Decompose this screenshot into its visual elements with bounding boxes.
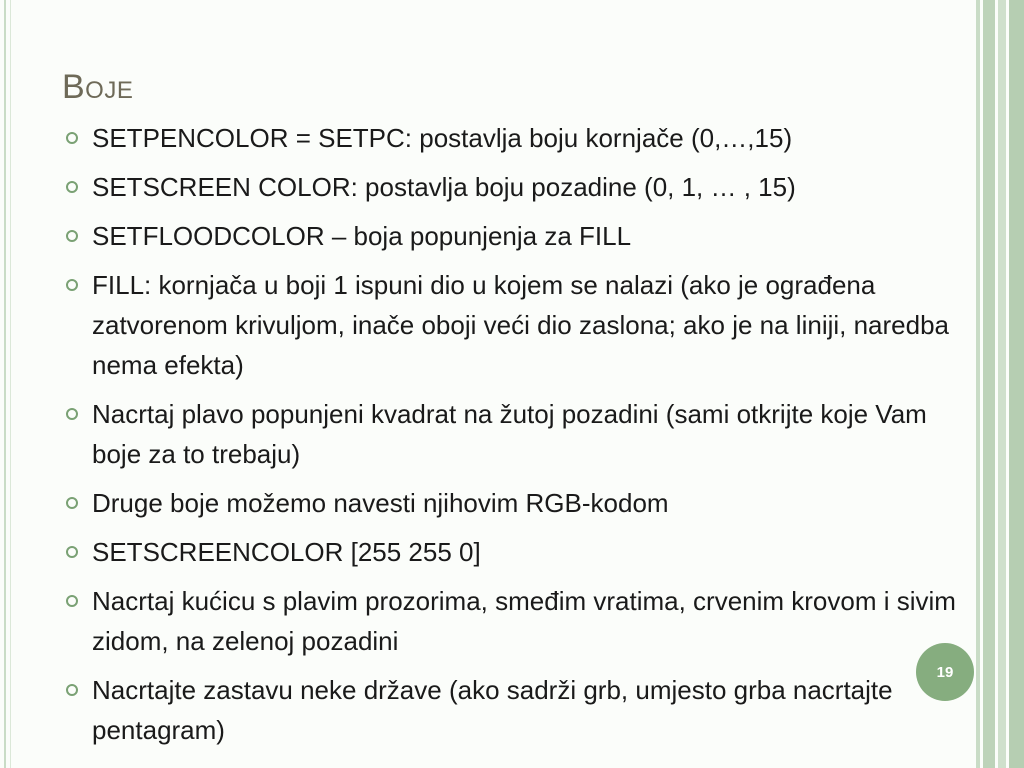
bullet-text: SETPENCOLOR = SETPC: postavlja boju kornjače (0,…,15) — [92, 123, 793, 153]
bullet-item — [62, 265, 974, 385]
circle-bullet-icon — [66, 497, 78, 509]
bullet-text: Druge boje možemo navesti njihovim RGB-kodom — [92, 488, 669, 518]
bullet-item — [62, 216, 974, 256]
slide-title: Boje — [62, 68, 134, 106]
circle-bullet-icon — [66, 279, 78, 291]
left-decorative-line — [4, 0, 6, 768]
bullet-text: FILL: kornjača u boji 1 ispuni dio u kojem se nalazi (ako je ograđena zatvorenom krivuljom, inače oboji veći dio zaslona; ako je na liniji, naredba nema efekta) — [92, 270, 950, 380]
circle-bullet-icon — [66, 230, 78, 242]
left-decorative-line-thin — [10, 0, 11, 768]
right-decorative-bar — [1009, 0, 1024, 768]
circle-bullet-icon — [66, 546, 78, 558]
bullet-text: Nacrtaj plavo popunjeni kvadrat na žutoj pozadini (sami otkrijte koje Vam boje za to trebaju) — [92, 399, 927, 469]
page-number-badge: 19 — [916, 643, 974, 701]
bullet-item — [62, 167, 974, 207]
bullet-text: Nacrtaj kućicu s plavim prozorima, smeđim vratima, crvenim krovom i sivim zidom, na zelenoj pozadini — [92, 586, 956, 656]
bullet-item — [62, 483, 974, 523]
circle-bullet-icon — [66, 408, 78, 420]
right-decorative-bar — [976, 0, 980, 768]
right-decorative-bar — [998, 0, 1006, 768]
bullet-item — [62, 394, 974, 474]
bullet-list — [62, 118, 974, 759]
circle-bullet-icon — [66, 132, 78, 144]
circle-bullet-icon — [66, 181, 78, 193]
right-decorative-bar — [983, 0, 995, 768]
bullet-item — [62, 581, 974, 661]
bullet-item — [62, 118, 974, 158]
circle-bullet-icon — [66, 595, 78, 607]
bullet-text: SETFLOODCOLOR – boja popunjenja za FILL — [92, 221, 632, 251]
bullet-item — [62, 670, 974, 750]
bullet-text: SETSCREENCOLOR [255 255 0] — [92, 537, 481, 567]
bullet-text: Nacrtajte zastavu neke države (ako sadrži grb, umjesto grba nacrtajte pentagram) — [92, 675, 893, 745]
bullet-item — [62, 532, 974, 572]
bullet-text: SETSCREEN COLOR: postavlja boju pozadine (0, 1, … , 15) — [92, 172, 796, 202]
circle-bullet-icon — [66, 684, 78, 696]
